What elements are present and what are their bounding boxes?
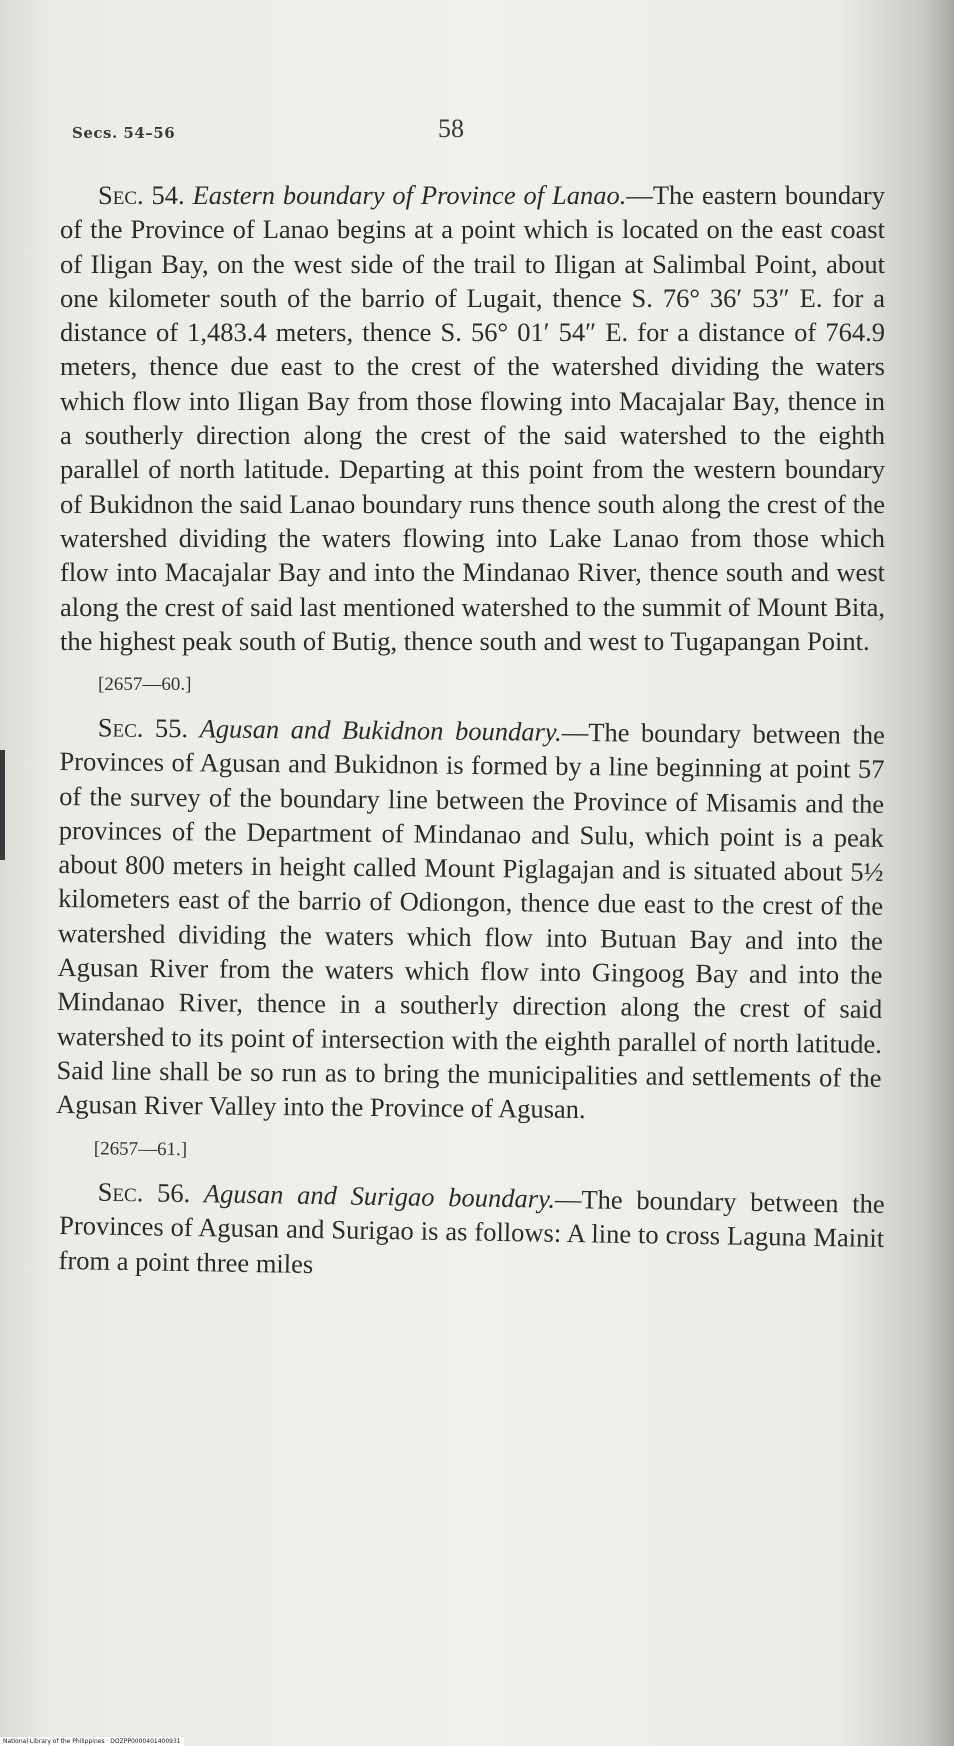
- section-56: [58, 1174, 885, 1290]
- statute-reference: [2657—61.]: [93, 1138, 188, 1161]
- section-number: Sec. 56.: [97, 1176, 191, 1209]
- section-title: Agusan and Bukidnon boundary.: [199, 713, 562, 748]
- page-number: 58: [438, 114, 464, 143]
- section-body: —The boundary between the Provinces of Agusan and Surigao is as follows: A line to cross Laguna Mainit from a point three miles: [58, 1184, 885, 1279]
- page-content: [56, 178, 885, 1279]
- section-number: Sec. 55.: [97, 712, 189, 744]
- archive-credit: National Library of the Philippines · DOZPP0000401400931: [0, 1737, 184, 1746]
- section-paragraph: [58, 1174, 885, 1290]
- section-range-header: Secs. 54–56: [72, 124, 176, 142]
- section-54: [60, 178, 885, 702]
- section-title: Agusan and Surigao boundary.: [203, 1178, 556, 1215]
- section-paragraph: [60, 178, 885, 658]
- section-55: [56, 710, 885, 1174]
- section-paragraph: [56, 710, 885, 1129]
- section-body: —The eastern boundary of the Province of Lanao begins at a point which is located on the east coast of Iligan Bay, on the west side of the trail to Iligan at Salimbal Point, about one kilometer south of the barrio of Lugait, thence S. 76° 36′ 53″ E. for a distance of 1,483.4 meters, thence S. 56° 01′ 54″ E. for a distance of 764.9 meters, thence due east to the crest of the watershed dividing the waters which flow into Iligan Bay from those flowing into Macajalar Bay, thence in a southerly direction along the crest of the said watershed to the eighth parallel of north latitude. Departing at this point from the western boundary of Bukidnon the said Lanao boundary runs thence south along the crest of the watershed dividing the waters flowing into Lake Lanao from those which flow into Macajalar Bay and into the Mindanao River, thence south and west along the crest of said last mentioned watershed to the summit of Mount Bita, the highest peak south of Butig, thence south and west to Tugapangan Point.: [60, 180, 885, 656]
- statute-reference: [2657—60.]: [98, 674, 192, 696]
- section-number: Sec. 54.: [98, 180, 185, 210]
- section-title: Eastern boundary of Province of Lanao.: [192, 180, 627, 210]
- section-body: —The boundary between the Provinces of Agusan and Bukidnon is formed by a line beginning at point 57 of the survey of the boundary line between the Province of Misamis and the provinces of the Department of Mindanao and Sulu, which point is a peak about 800 meters in height called Mount Piglagajan and is situated about 5½ kilometers east of the barrio of Odiongon, thence due east to the crest of the watershed dividing the waters which flow into Butuan Bay and into the Agusan River from the waters which flow into Gingoog Bay and into the Mindanao River, thence in a southerly direction along the crest of said watershed to its point of intersection with the eighth parallel of north latitude. Said line shall be so run as to bring the municipalities and settlements of the Agusan River Valley into the Province of Agusan.: [56, 717, 885, 1125]
